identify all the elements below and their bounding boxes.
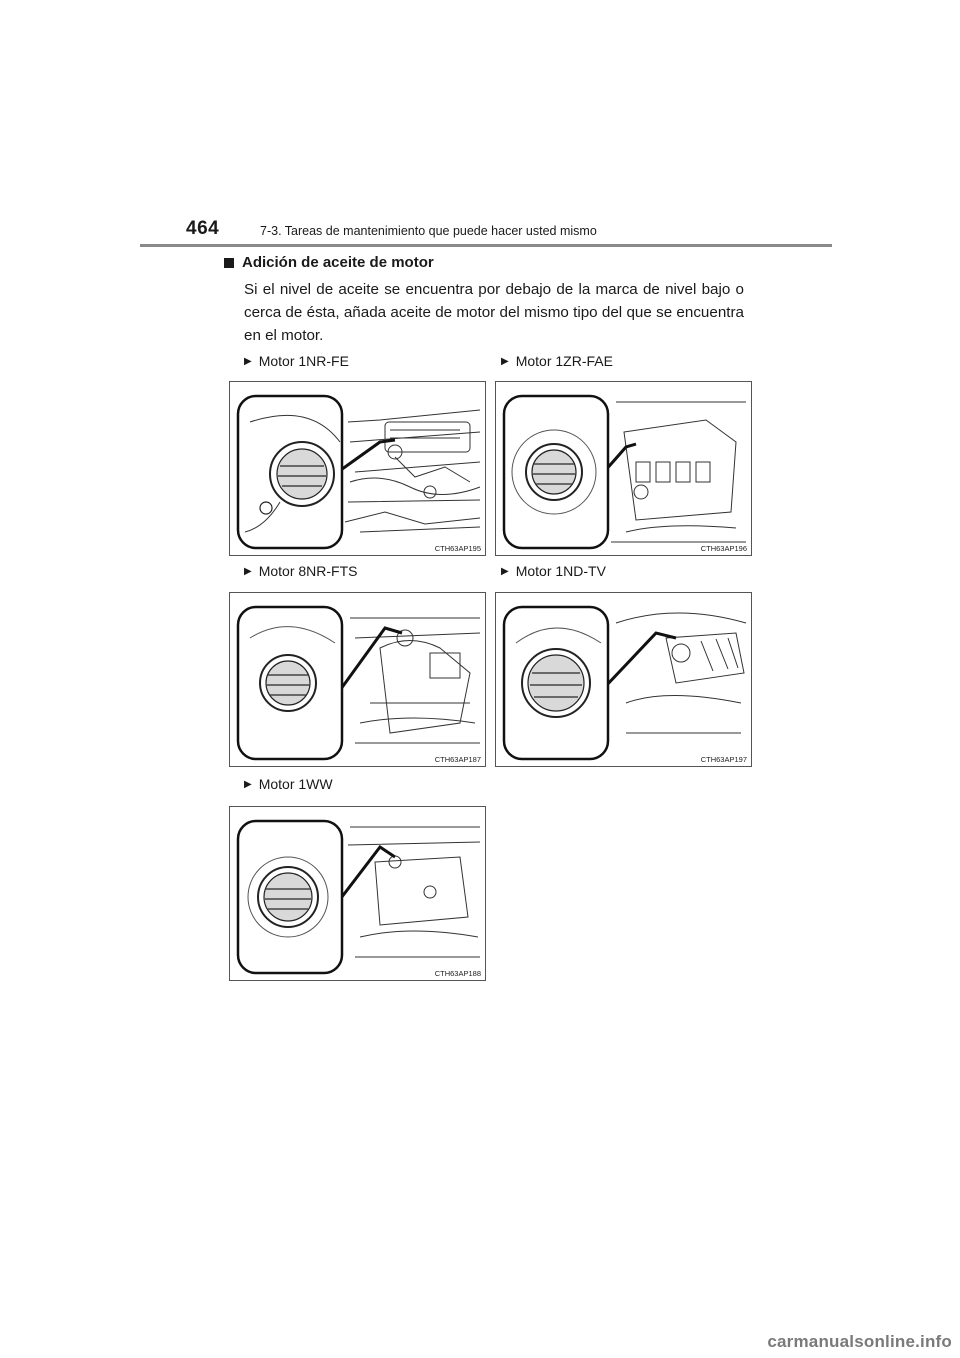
section-heading-text: Adición de aceite de motor [242,254,434,271]
body-paragraph: Si el nivel de aceite se encuentra por debajo de la marca de nivel bajo o cerca de ésta, añada aceite de motor del mismo tipo del que se encuentra en el motor. [244,281,744,344]
figure-engine-1ww [229,806,486,981]
figure-label-text: Motor 1WW [258,776,333,792]
figure-label-4 [501,563,606,579]
figure-label-5 [244,776,333,792]
square-bullet-icon [224,258,234,268]
figure-label-2 [501,353,613,369]
triangle-bullet-icon: ▶ [244,778,252,790]
figure-code: CTH63AP187 [434,755,481,764]
section-heading [224,254,434,271]
figure-label-text: Motor 1ND-TV [515,563,606,579]
figure-engine-1nr-fe [229,381,486,556]
chapter-title: 7-3. Tareas de mantenimiento que puede hacer usted mismo [260,224,597,238]
figure-label-text: Motor 1NR-FE [258,353,349,369]
figure-label-text: Motor 8NR-FTS [258,563,358,579]
triangle-bullet-icon: ▶ [501,355,509,367]
figure-engine-8nr-fts [229,592,486,767]
figure-label-3 [244,563,358,579]
page-number: 464 [186,218,220,239]
figure-code: CTH63AP195 [434,544,481,553]
engine-illustration [496,382,751,555]
figure-engine-1zr-fae [495,381,752,556]
engine-illustration [230,382,485,555]
figure-code: CTH63AP188 [434,969,481,978]
engine-illustration [496,593,751,766]
figure-code: CTH63AP197 [700,755,747,764]
figure-label-text: Motor 1ZR-FAE [515,353,613,369]
figure-engine-1nd-tv [495,592,752,767]
watermark: carmanualsonline.info [767,1332,952,1351]
figure-label-1 [244,353,349,369]
triangle-bullet-icon: ▶ [244,565,252,577]
engine-illustration [230,807,485,980]
figure-code: CTH63AP196 [700,544,747,553]
engine-illustration [230,593,485,766]
triangle-bullet-icon: ▶ [501,565,509,577]
header-rule [140,244,832,247]
triangle-bullet-icon: ▶ [244,355,252,367]
